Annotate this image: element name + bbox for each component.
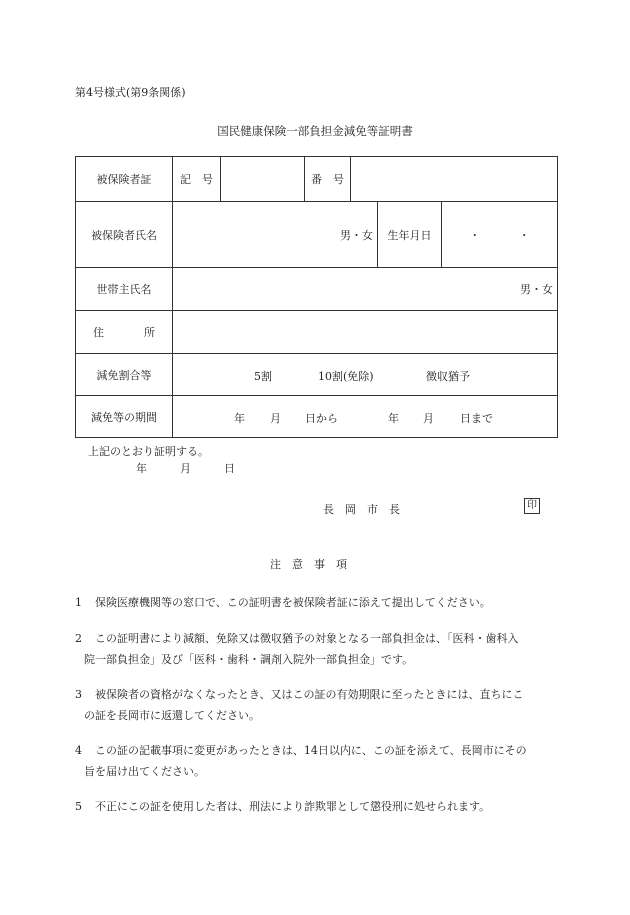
note-text: 保険医療機関等の窓口で、この証明書を被保険者証に添えて提出してください。 (95, 596, 491, 609)
address-field[interactable] (173, 311, 558, 354)
note-text-continued: 旨を届け出てください。 (84, 765, 205, 778)
address-label-char: 所 (144, 326, 155, 339)
option-deferral[interactable]: 徴収猶予 (426, 369, 470, 383)
note-item (75, 796, 557, 817)
insured-name-field[interactable] (173, 202, 378, 268)
address-label (76, 311, 173, 354)
option-full-exemption[interactable]: 10割(免除) (318, 369, 374, 383)
row-reduction-ratio (76, 354, 558, 396)
row-household-head (76, 268, 558, 311)
insured-name-label: 被保険者氏名 (76, 202, 173, 268)
date-day: 日 (224, 462, 235, 475)
note-item (75, 628, 557, 670)
note-text: この証の記載事項に変更があったときは、14日以内に、この証を添えて、長岡市にその (95, 744, 527, 757)
period-to-month: 月 (423, 411, 434, 425)
period-label: 減免等の期間 (76, 396, 173, 438)
note-number: 2 (75, 632, 82, 645)
period-to-year: 年 (388, 411, 399, 425)
birth-date-field[interactable] (442, 202, 558, 268)
reduction-ratio-options[interactable] (173, 354, 558, 396)
mayor-title: 長 岡 市 長 (323, 503, 400, 516)
insured-sex-choice: 男・女 (340, 228, 373, 242)
number-field[interactable] (351, 157, 558, 202)
form-number: 第4号様式(第9条関係) (75, 86, 186, 99)
period-to-day: 日まで (460, 411, 493, 425)
date-year: 年 (136, 462, 147, 475)
document-title: 国民健康保険一部負担金減免等証明書 (217, 124, 413, 138)
note-number: 3 (75, 688, 82, 701)
date-month: 月 (180, 462, 191, 475)
note-number: 5 (75, 800, 82, 813)
note-text-continued: の証を長岡市に返還してください。 (84, 709, 260, 722)
birth-date-dot: ・ (469, 228, 481, 242)
period-from-month: 月 (270, 411, 281, 425)
household-head-label: 世帯主氏名 (76, 268, 173, 311)
note-text-continued: 院一部負担金」及び「医科・歯科・調剤入院外一部負担金」です。 (84, 653, 414, 666)
period-from-year: 年 (234, 411, 245, 425)
note-text: 被保険者の資格がなくなったとき、又はこの証の有効期限に至ったときには、直ちにこ (95, 688, 524, 701)
note-item (75, 592, 557, 613)
note-item (75, 740, 557, 782)
insured-card-label: 被保険者証 (76, 157, 173, 202)
row-period (76, 396, 558, 438)
seal-mark: 印 (524, 498, 540, 514)
note-number: 1 (75, 596, 82, 609)
certification-date (136, 460, 235, 476)
row-insured-card (76, 157, 558, 202)
reduction-ratio-label: 減免割合等 (76, 354, 173, 396)
certificate-table (75, 156, 558, 438)
note-number: 4 (75, 744, 82, 757)
symbol-label: 記 号 (173, 157, 221, 202)
row-address (76, 311, 558, 354)
household-head-field[interactable] (173, 268, 558, 311)
note-item (75, 684, 557, 726)
number-label: 番 号 (305, 157, 351, 202)
notes-heading: 注 意 事 項 (270, 558, 347, 571)
household-head-sex-choice: 男・女 (520, 283, 554, 296)
period-field[interactable] (173, 396, 558, 438)
note-text: この証明書により減額、免除又は徴収猶予の対象となる一部負担金は、「医科・歯科入 (95, 632, 519, 645)
option-50-percent[interactable]: 5割 (254, 369, 272, 383)
symbol-field[interactable] (221, 157, 305, 202)
birth-date-dot: ・ (518, 228, 530, 242)
certification-statement: 上記のとおり証明する。 (88, 445, 209, 458)
period-from-day: 日から (305, 411, 338, 425)
address-label-char: 住 (93, 326, 104, 339)
birth-date-label: 生年月日 (378, 202, 442, 268)
note-text: 不正にこの証を使用した者は、刑法により詐欺罪として懲役刑に処せられます。 (95, 800, 491, 813)
row-insured-name (76, 202, 558, 268)
